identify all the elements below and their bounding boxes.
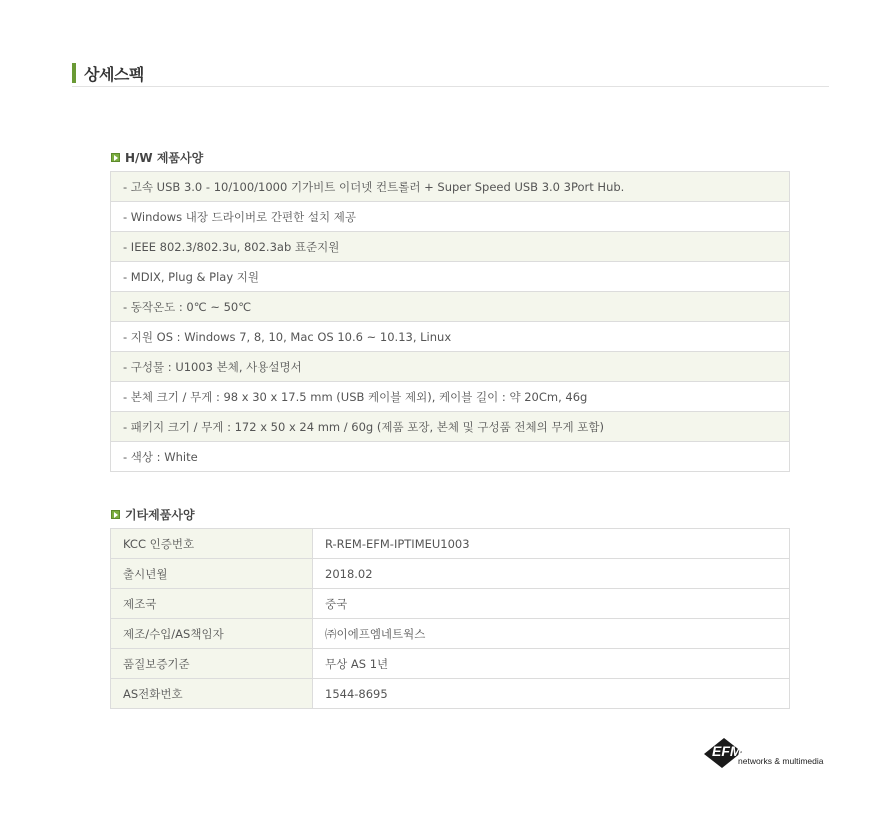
spec-key: KCC 인증번호 [111, 529, 313, 559]
spec-cell: - MDIX, Plug & Play 지원 [111, 262, 790, 292]
title-accent-bar [72, 63, 76, 83]
table-row [111, 412, 790, 442]
spec-value: ㈜이에프엠네트웍스 [313, 619, 790, 649]
logo-text: EFM [712, 743, 742, 759]
page-title: 상세스펙 [84, 65, 144, 84]
spec-key: 제조/수입/AS책임자 [111, 619, 313, 649]
table-row [111, 679, 790, 709]
etc-section-title: 기타제품사양 [125, 508, 195, 522]
spec-value: 중국 [313, 589, 790, 619]
logo-tagline: networks & multimedia [738, 756, 824, 766]
spec-cell: - Windows 내장 드라이버로 간편한 설치 제공 [111, 202, 790, 232]
spec-cell: - 지원 OS : Windows 7, 8, 10, Mac OS 10.6 ~ 10.13, Linux [111, 322, 790, 352]
table-row [111, 649, 790, 679]
table-row [111, 292, 790, 322]
table-row [111, 382, 790, 412]
table-row [111, 619, 790, 649]
spec-key: 품질보증기준 [111, 649, 313, 679]
table-row [111, 442, 790, 472]
table-row [111, 352, 790, 382]
table-row [111, 172, 790, 202]
hw-spec-table [110, 171, 790, 472]
hw-section-header [111, 149, 203, 166]
hw-section-title: H/W 제품사양 [125, 151, 204, 165]
table-row [111, 322, 790, 352]
etc-section-header [111, 506, 195, 523]
spec-key: AS전화번호 [111, 679, 313, 709]
spec-cell: - 구성물 : U1003 본체, 사용설명서 [111, 352, 790, 382]
etc-spec-table [110, 528, 790, 709]
table-row [111, 202, 790, 232]
efm-logo [702, 732, 832, 772]
page-title-block [72, 62, 829, 87]
spec-value: 2018.02 [313, 559, 790, 589]
spec-cell: - 색상 : White [111, 442, 790, 472]
spec-value: R-REM-EFM-IPTIMEU1003 [313, 529, 790, 559]
spec-key: 제조국 [111, 589, 313, 619]
bullet-arrow-icon [111, 510, 120, 519]
table-row [111, 559, 790, 589]
spec-key: 출시년월 [111, 559, 313, 589]
table-row [111, 232, 790, 262]
spec-cell: - 동작온도 : 0℃ ~ 50℃ [111, 292, 790, 322]
spec-cell: - IEEE 802.3/802.3u, 802.3ab 표준지원 [111, 232, 790, 262]
spec-cell: - 패키지 크기 / 무게 : 172 x 50 x 24 mm / 60g (제품 포장, 본체 및 구성품 전체의 무게 포함) [111, 412, 790, 442]
table-row [111, 589, 790, 619]
spec-cell: - 본체 크기 / 무게 : 98 x 30 x 17.5 mm (USB 케이블 제외), 케이블 길이 : 약 20Cm, 46g [111, 382, 790, 412]
spec-cell: - 고속 USB 3.0 - 10/100/1000 기가비트 이더넷 컨트롤러 + Super Speed USB 3.0 3Port Hub. [111, 172, 790, 202]
spec-value: 무상 AS 1년 [313, 649, 790, 679]
spec-value: 1544-8695 [313, 679, 790, 709]
table-row [111, 262, 790, 292]
bullet-arrow-icon [111, 153, 120, 162]
table-row [111, 529, 790, 559]
